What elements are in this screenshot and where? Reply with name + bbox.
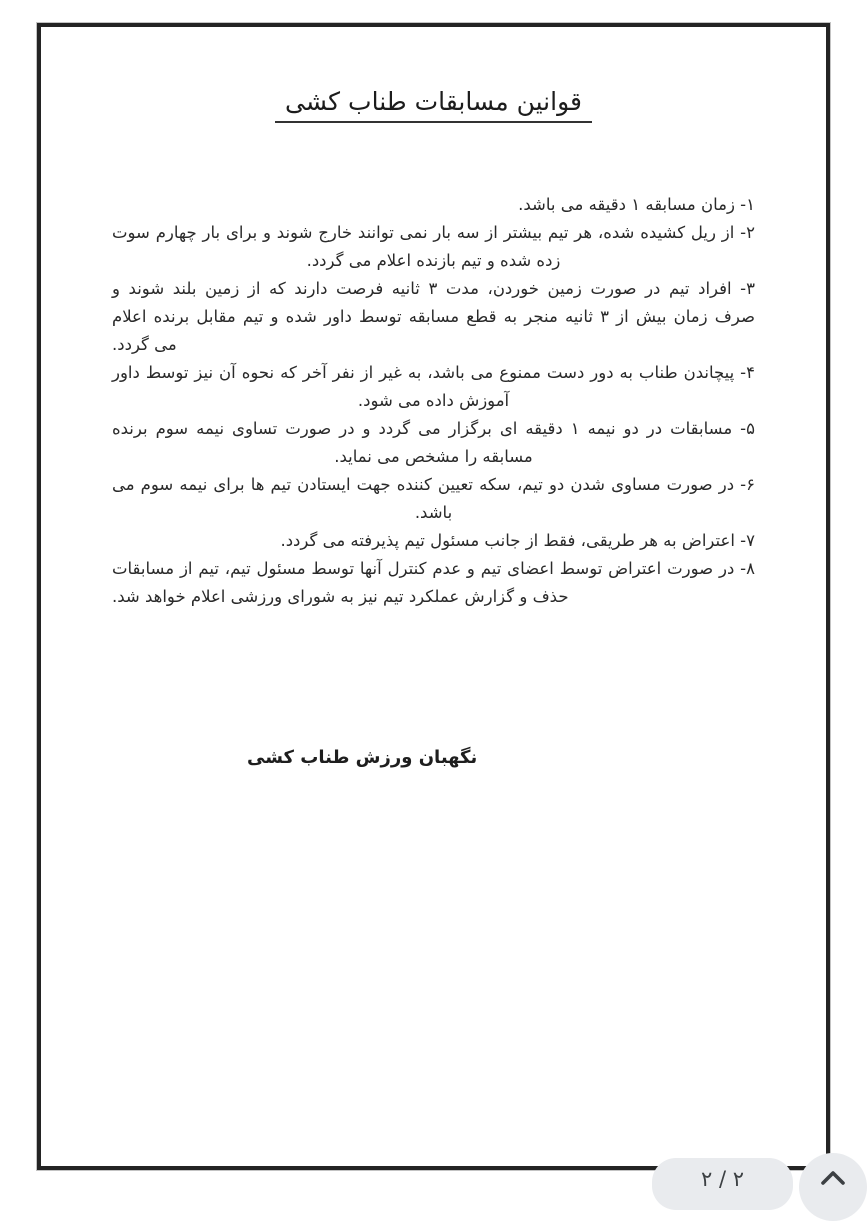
rule-4-line-2: آموزش داده می شود. <box>357 391 510 410</box>
signature-line: نگهبان ورزش طناب کشی <box>247 747 478 768</box>
chevron-up-icon <box>815 1166 851 1194</box>
rule-6-line-1: ۶- در صورت مساوی شدن دو تیم، سکه تعیین کننده جهت ایستادن تیم ها برای نیمه سوم می <box>112 475 755 494</box>
rule-5-line-1: ۵- مسابقات در دو نیمه ۱ دقیقه ای برگزار می گردد و در صورت تساوی نیمه سوم برنده <box>112 419 755 438</box>
page-indicator <box>652 1158 793 1210</box>
rule-2-line-1: ۲- از ریل کشیده شده، هر تیم بیشتر از سه بار نمی توانند خارج شوند و برای بار چهارم سوت <box>112 223 755 242</box>
rule-3-line-1: ۳- افراد تیم در صورت زمین خوردن، مدت ۳ ثانیه فرصت دارند که از زمین بلند شوند و <box>112 279 756 298</box>
rule-5-line-2: مسابقه را مشخص می نماید. <box>334 447 533 466</box>
rule-8-line-2: حذف و گزارش عملکرد تیم نیز به شورای ورزشی اعلام خواهد شد. <box>112 587 569 606</box>
document-page <box>37 23 830 1170</box>
page-indicator-label: ۲ / ۲ <box>701 1167 744 1191</box>
rules-list <box>112 191 755 611</box>
title-row <box>41 87 826 123</box>
rule-7: ۷- اعتراض به هر طریقی، فقط از جانب مسئول تیم پذیرفته می گردد. <box>280 531 755 550</box>
document-title: قوانین مسابقات طناب کشی <box>275 87 592 123</box>
rule-3-line-3: می گردد. <box>112 335 177 354</box>
rule-3-line-2: صرف زمان بیش از ۳ ثانیه منجر به قطع مسابقه توسط داور شده و تیم مقابل برنده اعلام <box>112 307 755 326</box>
rule-2-line-2: زده شده و تیم بازنده اعلام می گردد. <box>306 251 561 270</box>
rule-6-line-2: باشد. <box>414 503 453 522</box>
rule-1: ۱- زمان مسابقه ۱ دقیقه می باشد. <box>518 195 755 214</box>
rule-4-line-1: ۴- پیچاندن طناب به دور دست ممنوع می باشد، به غیر از نفر آخر که نحوه آن نیز توسط داور <box>112 363 755 382</box>
rule-8-line-1: ۸- در صورت اعتراض توسط اعضای تیم و عدم کنترل آنها توسط مسئول تیم، تیم از مسابقات <box>112 559 755 578</box>
scroll-to-top-button[interactable] <box>799 1153 867 1221</box>
